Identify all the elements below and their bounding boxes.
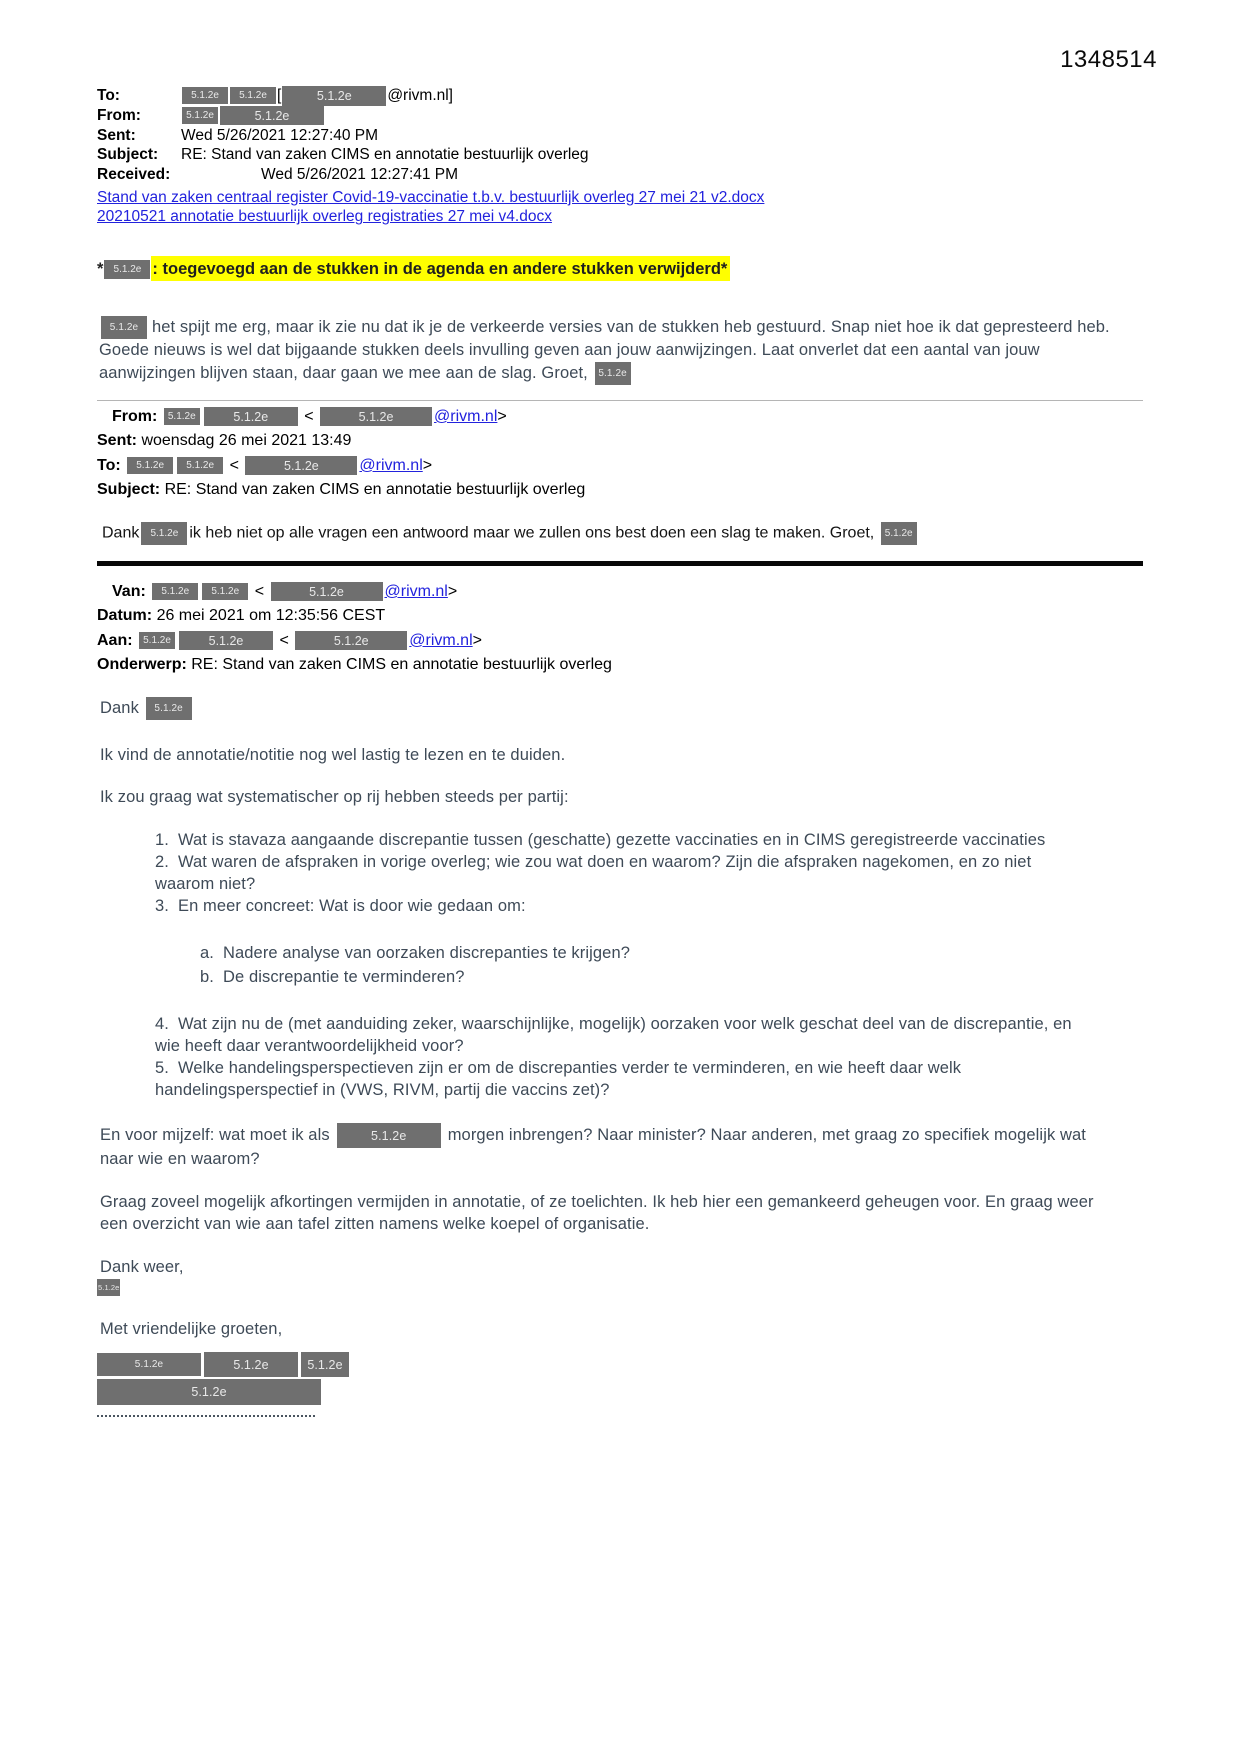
- dank-text: Dank: [100, 698, 139, 717]
- angle-open: <: [229, 456, 239, 474]
- van-label: Van:: [112, 582, 146, 600]
- angle-open: <: [304, 407, 314, 425]
- redaction-box: 5.1.2e: [177, 457, 223, 474]
- sent-value: woensdag 26 mei 2021 13:49: [141, 432, 352, 450]
- redaction-box: 5.1.2e: [104, 260, 150, 279]
- list-number: 4.: [155, 1014, 169, 1033]
- redaction-box: 5.1.2e: [97, 1379, 321, 1405]
- to-value: [181, 86, 453, 106]
- angle-close: >: [472, 631, 482, 649]
- thin-divider: [97, 400, 1143, 401]
- to-label: To:: [97, 87, 120, 104]
- list-item: [155, 851, 1080, 895]
- to-label: To:: [97, 456, 121, 474]
- list-item: [155, 829, 1080, 851]
- subject-value: RE: Stand van zaken CIMS en annotatie bestuurlijk overleg: [164, 481, 586, 499]
- angle-close: >: [497, 407, 507, 425]
- email1-subject-row: [97, 145, 1143, 165]
- list-item: [155, 1057, 1080, 1101]
- paragraph: Ik vind de annotatie/notitie nog wel lastig te lezen en te duiden.: [100, 745, 566, 764]
- list-item: [200, 965, 1143, 989]
- email1-body-text: het spijt me erg, maar ik zie nu dat ik je de verkeerde versies van de stukken heb gestuurd. Snap niet hoe ik dat gepresteerd heb. Goede nieuws is wel dat bijgaande stukken deels invulling geven aan jouw aanwijzingen. Laat onverlet dat een aantal van jouw aanwijzingen blijven staan, daar gaan we mee aan de slag. Groet,: [99, 318, 1110, 382]
- sent-label: Sent:: [97, 432, 137, 450]
- email1-to-row: [97, 86, 1143, 106]
- redaction-box: 5.1.2e: [245, 456, 357, 476]
- redaction-box: 5.1.2e: [152, 583, 198, 600]
- redaction-box: 5.1.2e: [127, 457, 173, 474]
- highlighted-note: [97, 260, 1143, 279]
- redaction-box: 5.1.2e: [97, 1279, 120, 1296]
- rivm-email-link[interactable]: @rivm.nl: [434, 407, 498, 425]
- email2-body-text: ik heb niet op alle vragen een antwoord maar we zullen ons best doen een slag te maken. Groet,: [189, 524, 875, 542]
- list-item: [155, 1013, 1080, 1057]
- redaction-box: 5.1.2e: [230, 87, 276, 104]
- list-number: 3.: [155, 896, 169, 915]
- redaction-box: 5.1.2e: [204, 1352, 298, 1378]
- subject-label: Subject:: [97, 481, 161, 499]
- redaction-box: 5.1.2e: [182, 87, 228, 104]
- sent-value: Wed 5/26/2021 12:27:40 PM: [181, 126, 379, 144]
- list-number: 1.: [155, 830, 169, 849]
- list-text: Wat is stavaza aangaande discrepantie tussen (geschatte) gezette vaccinaties en in CIMS geregistreerde vaccinaties: [177, 830, 1046, 849]
- email1-body: [99, 316, 1129, 385]
- redaction-box: 5.1.2e: [271, 582, 383, 602]
- redaction-box: 5.1.2e: [301, 1352, 349, 1378]
- email3-dank-line: [100, 697, 1143, 720]
- email1-sent-row: [97, 126, 1143, 146]
- signature-dotted-divider: [97, 1415, 315, 1417]
- email2-from-row: [112, 405, 1143, 430]
- list-item: [200, 941, 1143, 965]
- numbered-list-continued: [97, 1013, 1143, 1101]
- numbered-list: [97, 829, 1143, 917]
- aan-label: Aan:: [97, 631, 133, 649]
- redaction-box: 5.1.2e: [282, 86, 386, 106]
- email2-header: [97, 405, 1143, 503]
- email2-body: [102, 522, 1143, 545]
- email2-body-prefix: Dank: [102, 524, 140, 542]
- onderwerp-value: RE: Stand van zaken CIMS en annotatie bestuurlijk overleg: [191, 656, 612, 674]
- bracket-open: [: [277, 87, 282, 104]
- from-value: [181, 106, 325, 126]
- document-number: 1348514: [1060, 46, 1157, 73]
- from-label: From:: [112, 407, 158, 425]
- redaction-box: 5.1.2e: [146, 697, 192, 720]
- paragraph: Dank weer,: [100, 1257, 184, 1276]
- sent-label: Sent:: [97, 126, 136, 144]
- signature-block-row: [97, 1379, 1143, 1405]
- rivm-email-link[interactable]: @rivm.nl: [384, 582, 448, 600]
- email1-received-row: [97, 165, 1143, 185]
- redaction-box: 5.1.2e: [97, 1353, 201, 1376]
- onderwerp-label: Onderwerp:: [97, 656, 187, 674]
- redaction-box: 5.1.2e: [139, 632, 175, 649]
- list-number: 5.: [155, 1058, 169, 1077]
- subject-label: Subject:: [97, 146, 159, 164]
- redaction-box: 5.1.2e: [101, 316, 147, 339]
- email3-aan-row: [97, 629, 1143, 654]
- list-text: En meer concreet: Wat is door wie gedaan om:: [177, 896, 526, 915]
- redaction-box: 5.1.2e: [204, 407, 298, 427]
- highlight-text: : toegevoegd aan de stukken in de agenda en andere stukken verwijderd*: [151, 256, 730, 281]
- email2-to-row: [97, 454, 1143, 479]
- redaction-box: 5.1.2e: [881, 522, 917, 545]
- angle-open: <: [254, 582, 265, 600]
- signature-redaction: [97, 1278, 1143, 1297]
- redaction-box: 5.1.2e: [164, 408, 200, 425]
- redaction-box: 5.1.2e: [320, 407, 432, 427]
- from-label: From:: [97, 106, 141, 124]
- list-letter: b.: [200, 967, 214, 986]
- attachment-link[interactable]: Stand van zaken centraal register Covid-19-vaccinatie t.b.v. bestuurlijk overleg 27 mei 21 v2.docx: [97, 188, 765, 206]
- received-value: Wed 5/26/2021 12:27:41 PM: [261, 166, 459, 184]
- redaction-box: 5.1.2e: [179, 631, 273, 651]
- list-item: [155, 895, 1080, 917]
- paragraph: [100, 1123, 1115, 1171]
- rivm-email-link[interactable]: @rivm.nl: [409, 631, 473, 649]
- list-text: Welke handelingsperspectieven zijn er om de discrepanties verder te verminderen, en wie heeft daar welk handelingsperspectief in (VWS, RIVM, partij die vaccins zet)?: [155, 1058, 962, 1099]
- rivm-email-link[interactable]: @rivm.nl: [359, 456, 423, 474]
- subject-value: RE: Stand van zaken CIMS en annotatie bestuurlijk overleg: [181, 146, 589, 164]
- email2-subject-row: [97, 478, 1143, 503]
- highlight-asterisk: *: [97, 259, 104, 278]
- email3-van-row: [112, 580, 1143, 605]
- angle-close: >: [447, 582, 458, 600]
- list-text: De discrepantie te verminderen?: [222, 967, 465, 986]
- list-number: 2.: [155, 852, 169, 871]
- paragraph-text: En voor mijzelf: wat moet ik als: [100, 1126, 330, 1145]
- list-text: Wat waren de afspraken in vorige overleg; wie zou wat doen en waarom? Zijn die afspraken nagekomen, en zo niet waarom niet?: [155, 852, 1032, 893]
- datum-value: 26 mei 2021 om 12:35:56 CEST: [156, 607, 386, 625]
- angle-open: <: [279, 631, 289, 649]
- angle-close: >: [422, 456, 433, 474]
- closing-line: Met vriendelijke groeten,: [100, 1319, 283, 1338]
- email3-datum-row: [97, 604, 1143, 629]
- email3-body: [97, 697, 1143, 1417]
- list-text: Wat zijn nu de (met aanduiding zeker, waarschijnlijke, mogelijk) oorzaken voor welk geschat deel van de discrepantie, en wie heeft daar verantwoordelijkheid voor?: [155, 1014, 1072, 1055]
- redaction-box: 5.1.2e: [337, 1123, 441, 1149]
- redaction-box: 5.1.2e: [595, 362, 631, 385]
- attachment-link[interactable]: 20210521 annotatie bestuurlijk overleg registraties 27 mei v4.docx: [97, 208, 552, 226]
- paragraph: Ik zou graag wat systematischer op rij hebben steeds per partij:: [100, 787, 569, 806]
- thick-divider: [97, 561, 1143, 566]
- redaction-box: 5.1.2e: [141, 522, 187, 545]
- received-label: Received:: [97, 166, 171, 184]
- redaction-box: 5.1.2e: [202, 583, 248, 600]
- email3-onderwerp-row: [97, 653, 1143, 678]
- email2-sent-row: [97, 429, 1143, 454]
- attachment-links: [97, 188, 1143, 227]
- signature-block-row: [97, 1352, 1143, 1378]
- email3-header: [97, 580, 1143, 678]
- datum-label: Datum:: [97, 607, 153, 625]
- email1-from-row: [97, 106, 1143, 126]
- email-thread: [97, 86, 1143, 1417]
- email1-header: [97, 86, 1143, 185]
- paragraph-text: morgen inbrengen? Naar minister? Naar anderen, met graag zo specifiek mogelijk wat naar wie en waarom?: [100, 1126, 1086, 1169]
- redaction-box: 5.1.2e: [182, 107, 218, 124]
- rivm-suffix: @rivm.nl]: [387, 87, 453, 104]
- lettered-sublist: [97, 941, 1143, 989]
- list-text: Nadere analyse van oorzaken discrepanties te krijgen?: [222, 943, 631, 962]
- list-letter: a.: [200, 943, 214, 962]
- redaction-box: 5.1.2e: [220, 106, 324, 126]
- paragraph: Graag zoveel mogelijk afkortingen vermijden in annotatie, of ze toelichten. Ik heb hier een gemankeerd geheugen voor. En graag weer een overzicht van wie aan tafel zitten namens welke koepel of organisatie.: [100, 1192, 1094, 1234]
- redaction-box: 5.1.2e: [295, 631, 407, 651]
